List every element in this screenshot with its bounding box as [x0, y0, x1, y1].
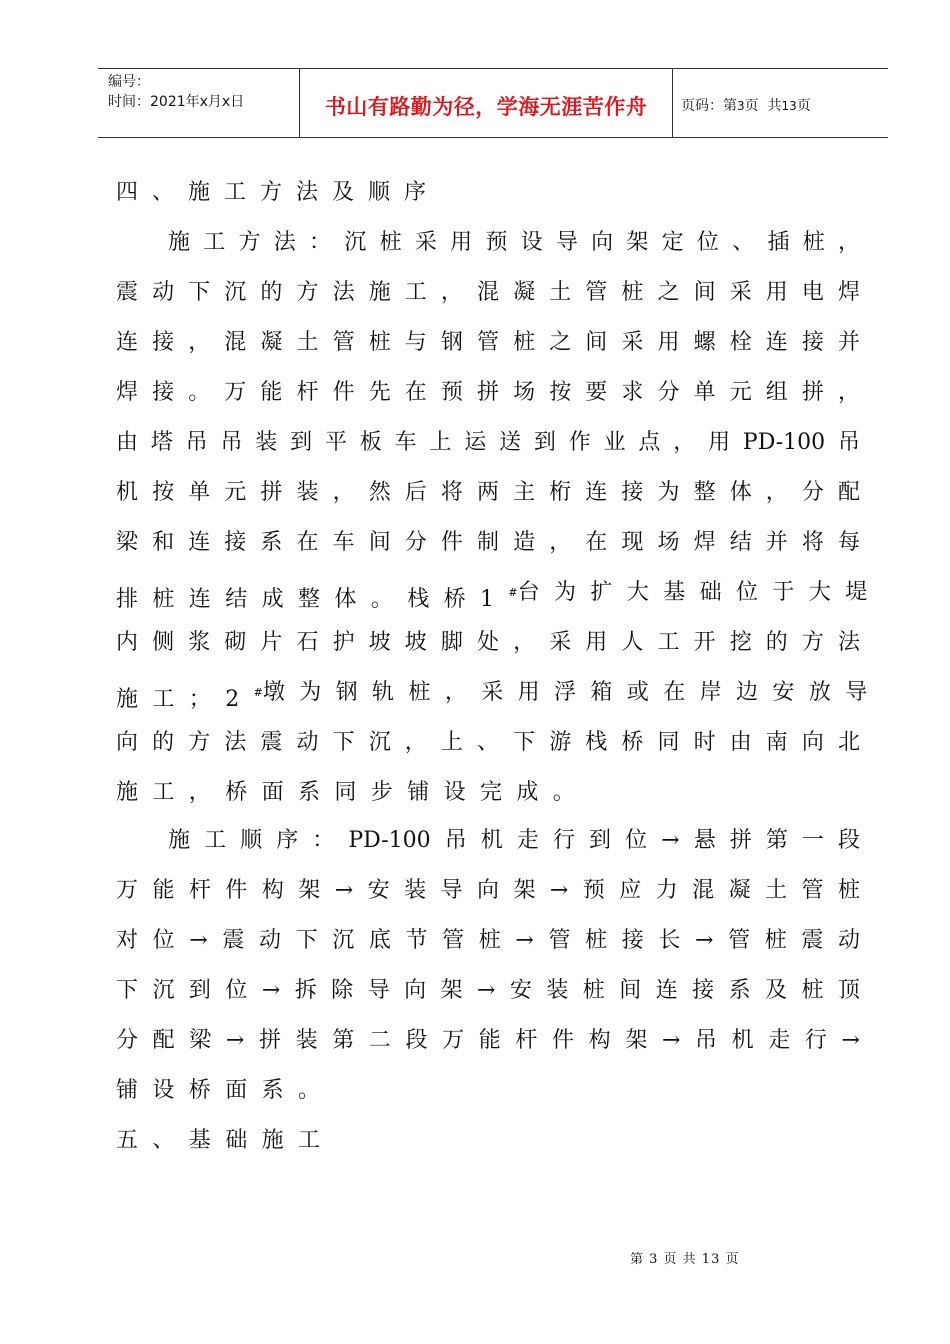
paragraph-line: 梁和连接系在车间分件制造，在现场焊结并将每: [116, 530, 860, 555]
header-page-cell: [673, 69, 888, 137]
text-run-b: 台为扩大基础位于大堤: [517, 580, 882, 605]
section-heading-4: 四、施工方法及顺序: [116, 180, 441, 205]
page-header: [98, 68, 888, 138]
paragraph-line: 铺设桥面系。: [116, 1078, 335, 1103]
text-run-a: 排桩连结成整体。栈桥1: [116, 587, 509, 612]
paragraph-line: [116, 678, 882, 712]
header-page-number: [681, 95, 811, 115]
page-mid: 页 共: [744, 98, 782, 114]
paragraph-line: 施工，桥面系同步铺设完成。: [116, 780, 590, 805]
number-label: 编号：: [108, 74, 150, 90]
paragraph-line: 机按单元拼装，然后将两主桁连接为整体，分配: [116, 480, 860, 505]
paragraph-line: 施工方法：沉桩采用预设导向架定位、插桩，: [168, 230, 860, 255]
superscript-mark: #: [253, 686, 263, 699]
page-prefix: 页码：第: [681, 98, 737, 114]
text-run-a: 施工；2: [116, 687, 254, 712]
page-current: 3: [737, 99, 745, 113]
superscript-mark: #: [508, 586, 518, 599]
time-label: 时间：2021年x月x日: [108, 94, 245, 110]
page-total: 13: [781, 99, 797, 113]
page-suffix: 页: [796, 98, 811, 114]
text-run: [116, 678, 263, 712]
paragraph-line: 分配梁→拼装第二段万能杆件构架→吊机走行→: [116, 1028, 860, 1053]
paragraph-line: [116, 578, 882, 612]
paragraph-line: 震动下沉的方法施工，混凝土管桩之间采用电焊: [116, 280, 860, 305]
paragraph-line: 向的方法震动下沉，上、下游栈桥同时由南向北: [116, 730, 860, 755]
paragraph-line: 连接，混凝土管桩与钢管桩之间采用螺栓连接并: [116, 330, 860, 355]
paragraph-line: 下沉到位→拆除导向架→安装桩间连接系及桩顶: [116, 978, 860, 1003]
header-meta-cell: [98, 69, 300, 137]
paragraph-line: 对位→震动下沉底节管桩→管桩接长→管桩震动: [116, 928, 860, 953]
paragraph-line: 内侧浆砌片石护坡坡脚处，采用人工开挖的方法: [116, 630, 860, 655]
text-run: [116, 578, 518, 612]
paragraph-line: 施工顺序：PD-100吊机走行到位→悬拼第一段: [168, 828, 860, 853]
section-heading-5: 五、基础施工: [116, 1128, 335, 1153]
paragraph-line: 由塔吊吊装到平板车上运送到作业点，用PD-100吊: [116, 430, 860, 455]
paragraph-line: 万能杆件构架→安装导向架→预应力混凝土管桩: [116, 878, 860, 903]
motto-text: 书山有路勤为径，学海无涯苦作舟: [324, 95, 648, 119]
paragraph-line: 焊接。万能杆件先在预拼场按要求分单元组拼，: [116, 380, 860, 405]
text-run-b: 墩为钢轨桩，采用浮箱或在岸边安放导: [262, 680, 882, 705]
page-footer: 第 3 页 共 13 页: [630, 1252, 740, 1267]
header-motto-cell: [300, 69, 673, 137]
